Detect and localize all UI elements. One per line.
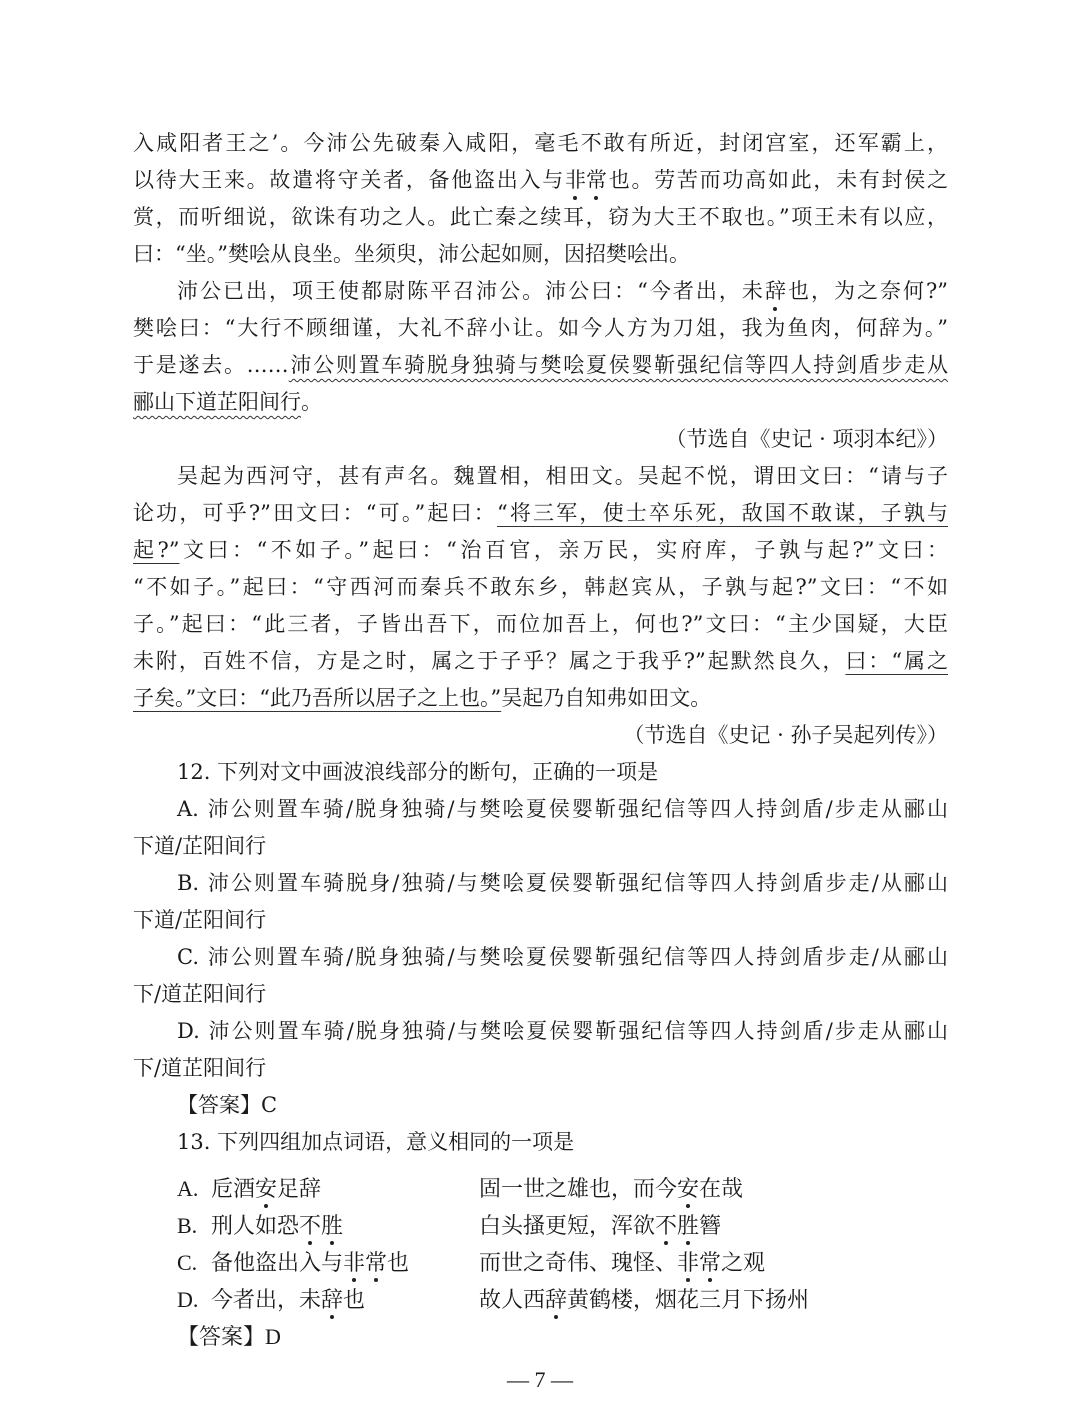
answer-text: 【答案】D <box>177 1324 281 1349</box>
passage1-line-5 <box>133 273 948 310</box>
text: 下/道芷阳间行 <box>133 1056 267 1080</box>
option-part-1 <box>211 1170 479 1207</box>
passage1-source <box>133 421 948 458</box>
text: C. 沛公则置车骑/脱身独骑/与樊哙夏侯婴靳强纪信等四人持剑盾步走/从郦山 <box>177 945 948 969</box>
option-part-1 <box>211 1281 479 1318</box>
option-part-2 <box>479 1207 721 1244</box>
option-part-1 <box>211 1244 479 1281</box>
underlined-text: 起?” <box>133 538 180 562</box>
passage2-line-2 <box>133 495 948 532</box>
q13-option-d <box>177 1281 817 1318</box>
source-citation: （节选自《史记 · 孙子吴起列传》） <box>623 723 948 747</box>
dotted-char: 辞 <box>545 1281 567 1318</box>
text: 今者出，未 <box>211 1287 322 1312</box>
passage1-line-2 <box>133 162 948 199</box>
passage1-line-1 <box>133 125 948 162</box>
text: 也 <box>387 1250 410 1275</box>
q12-option-d-cont <box>133 1050 948 1087</box>
text: B. 沛公则置车骑脱身/独骑/与樊哙夏侯婴靳强纪信等四人持剑盾步走/从郦山 <box>177 871 948 895</box>
dotted-char: 不 <box>655 1207 677 1244</box>
passage1-line-7 <box>133 347 948 384</box>
q13-option-c <box>177 1244 817 1281</box>
q13-stem <box>133 1124 948 1161</box>
option-part-2 <box>479 1281 809 1318</box>
wavy-underlined-text: 沛公则置车骑脱身独骑与樊哙夏侯婴靳强纪信等四人持剑盾步走从 <box>288 353 949 377</box>
text: “不如子。”起曰：“守西河而秦兵不敢东乡，韩赵宾从，子孰与起?”文曰：“不如 <box>133 575 948 599</box>
text: 之观 <box>721 1250 766 1275</box>
dotted-char: 非 <box>565 162 586 199</box>
passage1-line-8 <box>133 384 948 421</box>
passage2-line-7 <box>133 680 948 717</box>
text: 入咸阳者王之’。今沛公先破秦入咸阳，毫毛不敢有所近，封闭宫室，还军霸上， <box>133 131 948 155</box>
source-citation: （节选自《史记 · 项羽本纪》） <box>665 427 948 451</box>
option-label: D. <box>177 1287 199 1312</box>
passage2-line-1 <box>133 458 948 495</box>
text: 以待大王来。故遣将守关者，备他盗出入与 <box>133 168 565 192</box>
text: 故人西 <box>479 1287 546 1312</box>
underlined-text: 子矣。”文曰：“此乃吾所以居子之上也。” <box>133 686 502 710</box>
text: 。 <box>301 390 322 414</box>
text: 13. 下列四组加点词语，意义相同的一项是 <box>177 1130 575 1154</box>
text: D. 沛公则置车骑/脱身独骑/与樊哙夏侯婴靳强纪信等四人持剑盾/步走从郦山 <box>177 1019 948 1043</box>
q12-option-d <box>133 1013 948 1050</box>
text: 足辞 <box>277 1176 322 1201</box>
text: 也 <box>343 1287 366 1312</box>
text: 备他盗出入与 <box>211 1250 344 1275</box>
dotted-char: 安 <box>255 1170 277 1207</box>
dotted-char: 非 <box>343 1244 365 1281</box>
text: 樊哙曰：“大行不顾细谨，大礼不辞小让。如今人方为刀俎，我为鱼肉，何辞为。” <box>133 316 948 340</box>
option-part-2 <box>479 1170 743 1207</box>
q13-option-a <box>177 1170 817 1207</box>
wavy-underlined-text: 郦山下道芷阳间行 <box>133 390 301 414</box>
dotted-char: 辞 <box>321 1281 343 1318</box>
q12-answer <box>133 1087 948 1124</box>
q12-option-b-cont <box>133 902 948 939</box>
passage1-line-6 <box>133 310 948 347</box>
text: 12. 下列对文中画波浪线部分的断句，正确的一项是 <box>177 760 659 784</box>
text: 于是遂去。…… <box>133 353 289 377</box>
text: 黄鹤楼，烟花三月下扬州 <box>567 1287 810 1312</box>
q12-option-a <box>133 791 948 828</box>
text: 而世之奇伟、瑰怪、 <box>479 1250 678 1275</box>
text: 簪 <box>699 1213 722 1238</box>
text: 赏，而听细说，欲诛有功之人。此亡秦之续耳，窃为大王不取也。”项王未有以应， <box>133 205 948 229</box>
dotted-char: 常 <box>586 162 607 199</box>
underlined-text: “将三军，使士卒乐死，敌国不敢谋，子孰与 <box>496 501 949 525</box>
text: 白头搔更短，浑欲 <box>479 1213 656 1238</box>
passage-body <box>133 125 948 1161</box>
text: 卮酒 <box>211 1176 256 1201</box>
passage2-line-5 <box>133 606 948 643</box>
q12-option-c-cont <box>133 976 948 1013</box>
text: 沛公已出，项王使都尉陈平召沛公。沛公曰：“今者出，未 <box>177 279 765 303</box>
passage2-line-4 <box>133 569 948 606</box>
text: 在哉 <box>699 1176 744 1201</box>
dotted-char: 常 <box>365 1244 387 1281</box>
text: 曰：“坐。”樊哙从良坐。坐须臾，沛公起如厕，因招樊哙出。 <box>133 242 690 266</box>
text: 文曰：“不如子。”起曰：“治百官，亲万民，实府库，子孰与起?”文曰： <box>179 538 949 562</box>
text: 也。劳苦而功高如此，未有封侯之 <box>606 168 949 192</box>
option-part-2 <box>479 1244 765 1281</box>
text: 子。”起曰：“此三者，子皆出吾下，而位加吾上，何也?”文曰：“主少国疑，大臣 <box>133 612 948 636</box>
dotted-char: 胜 <box>677 1207 699 1244</box>
text: 刑人如恐 <box>211 1213 300 1238</box>
passage2-line-6 <box>133 643 948 680</box>
option-label: B. <box>177 1213 198 1238</box>
dotted-char: 辞 <box>765 273 786 310</box>
text: 固一世之雄也，而今 <box>479 1176 678 1201</box>
q12-option-c <box>133 939 948 976</box>
underlined-text: 曰：“属之 <box>845 649 948 673</box>
passage2-line-3 <box>133 532 948 569</box>
text: 未附，百姓不信，方是之时，属之于子乎？属之于我乎?”起默然良久， <box>133 649 846 673</box>
passage1-line-4 <box>133 236 948 273</box>
text: 下道/芷阳间行 <box>133 834 267 858</box>
dotted-char: 不 <box>299 1207 321 1244</box>
text: 论功，可乎?”田文曰：“可。”起曰： <box>133 501 497 525</box>
dotted-char: 安 <box>677 1170 699 1207</box>
q13-answer <box>177 1318 817 1355</box>
text: 下/道芷阳间行 <box>133 982 267 1006</box>
q12-option-a-cont <box>133 828 948 865</box>
dotted-char: 非 <box>677 1244 699 1281</box>
q13-option-b <box>177 1207 817 1244</box>
passage1-line-3 <box>133 199 948 236</box>
dotted-char: 常 <box>699 1244 721 1281</box>
passage2-source <box>133 717 948 754</box>
option-label: C. <box>177 1250 198 1275</box>
option-part-1 <box>211 1207 479 1244</box>
text: 下道/芷阳间行 <box>133 908 267 932</box>
text: A. 沛公则置车骑/脱身独骑/与樊哙夏侯婴靳强纪信等四人持剑盾/步走从郦山 <box>177 797 948 821</box>
q12-option-b <box>133 865 948 902</box>
option-label: A. <box>177 1176 199 1201</box>
answer-text: 【答案】C <box>177 1093 278 1117</box>
text: 吴起乃自知弗如田文。 <box>501 686 712 710</box>
page-number <box>0 1362 1080 1398</box>
dotted-char: 胜 <box>321 1207 343 1244</box>
page-number-text: — 7 — <box>507 1367 573 1392</box>
q12-stem <box>133 754 948 791</box>
text: 吴起为西河守，甚有声名。魏置相，相田文。吴起不悦，谓田文曰：“请与子 <box>177 464 948 488</box>
text: 也，为之奈何?” <box>785 279 949 303</box>
